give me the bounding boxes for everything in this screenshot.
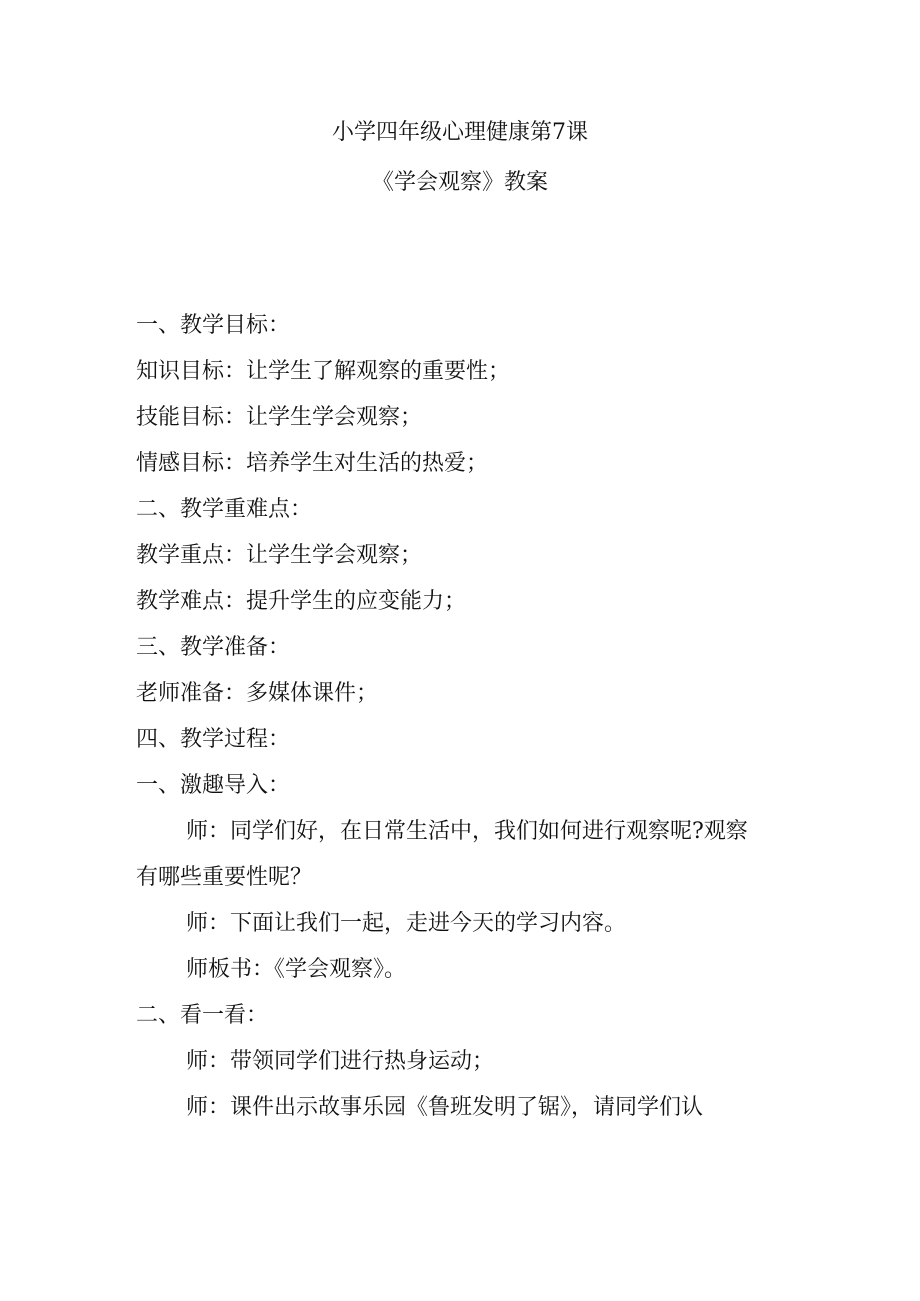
teacher-board-writing: 师板书：《学会观察》。 [186, 957, 407, 982]
section-heading-key-points: 二、教学重难点： [136, 497, 313, 522]
subsection-intro: 一、激趣导入： [136, 773, 291, 798]
section-heading-objectives: 一、教学目标： [136, 313, 291, 338]
section-heading-process: 四、教学过程： [136, 727, 291, 752]
section-heading-preparation: 三、教学准备： [136, 635, 291, 660]
subsection-look: 二、看一看： [136, 1003, 269, 1028]
teacher-speech-1-line2: 有哪些重要性呢？ [136, 865, 313, 890]
teacher-speech-4: 师：课件出示故事乐园《鲁班发明了锯》，请同学们认 [186, 1095, 704, 1120]
teacher-preparation: 老师准备：多媒体课件； [136, 681, 379, 706]
document-title: 小学四年级心理健康第7课 [332, 120, 588, 145]
emotion-objective: 情感目标：培养学生对生活的热爱； [136, 451, 489, 476]
knowledge-objective: 知识目标：让学生了解观察的重要性； [136, 359, 511, 384]
teacher-speech-3: 师：带领同学们进行热身运动； [186, 1049, 495, 1074]
teacher-speech-1-line1: 师：同学们好，在日常生活中，我们如何进行观察呢?观察 [186, 819, 748, 844]
document-subtitle: 《学会观察》教案 [371, 170, 548, 195]
teaching-focus: 教学重点：让学生学会观察； [136, 543, 423, 568]
teacher-speech-2: 师：下面让我们一起，走进今天的学习内容。 [186, 911, 627, 936]
teaching-difficulty: 教学难点：提升学生的应变能力； [136, 589, 467, 614]
document-body [136, 311, 796, 1139]
skill-objective: 技能目标：让学生学会观察； [136, 405, 423, 430]
